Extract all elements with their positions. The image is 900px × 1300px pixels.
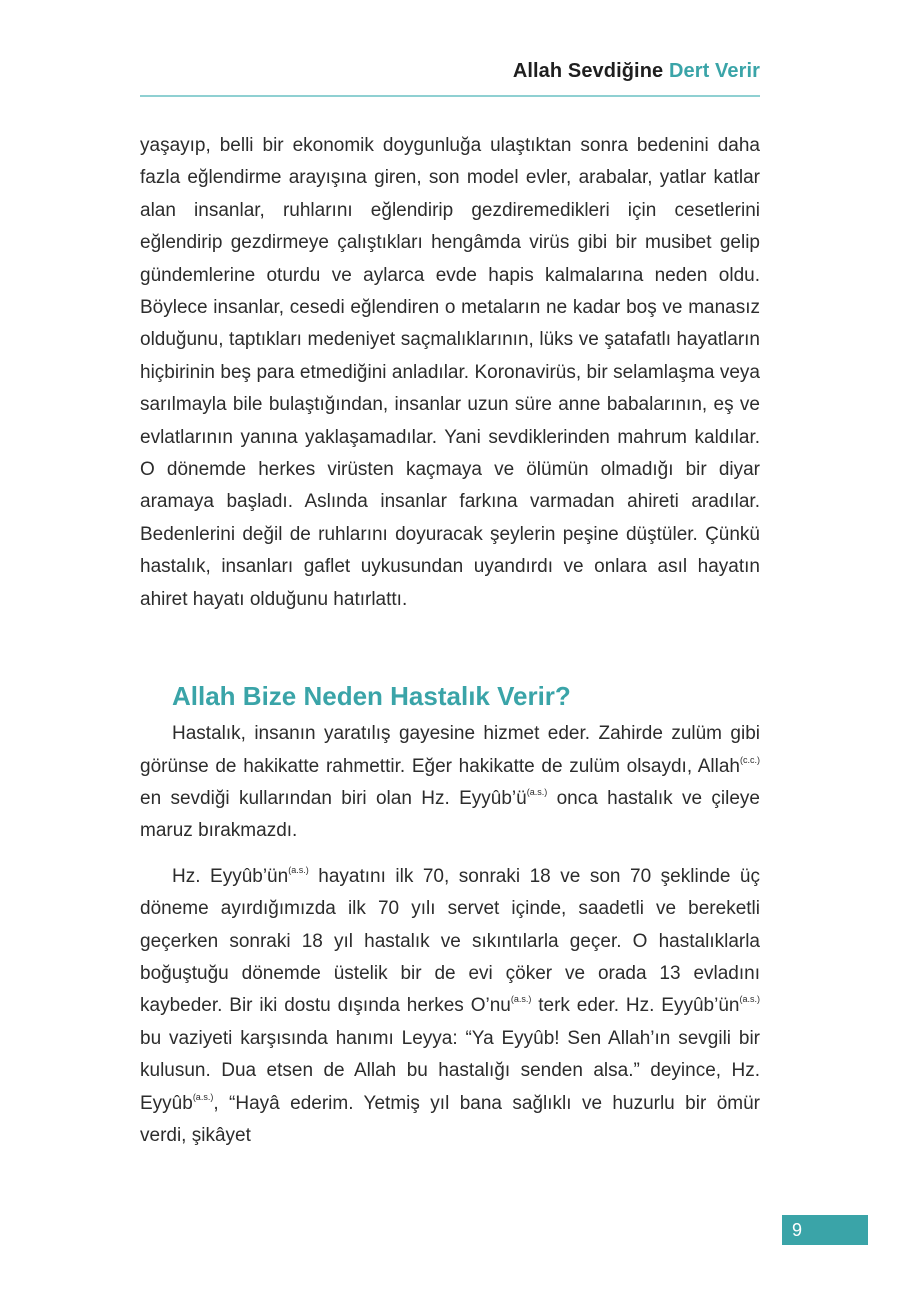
paragraph-text: Hz. Eyyûb’ün [172,865,289,887]
honorific-superscript: (a.s.) [526,786,548,797]
paragraph-text: en sevdiği kullarından biri olan Hz. Eyyûb’ü [140,787,527,809]
honorific-superscript: (a.s.) [288,864,309,875]
paragraph-text: onca hastalık ve çileye maruz bırakmazdı. [140,787,760,842]
page-number: 9 [792,1220,803,1240]
honorific-superscript: (a.s.) [510,994,532,1005]
page-body [140,130,760,1152]
paragraph-text: terk eder. Hz. Eyyûb’ün [531,995,740,1017]
paragraph-text: Hastalık, insanın yaratılış gayesine hizmet eder. Zahirde zulüm gibi görünse de hakikatte rahmettir. Eğer hakikatte de zulüm olsaydı, Allah [140,723,760,777]
page-number-tab [782,1215,868,1245]
header-divider [140,95,760,97]
body-paragraph-2 [140,718,760,848]
paragraph-text: , “Hayâ ederim. Yetmiş yıl bana sağlıklı ve huzurlu bir ömür verdi, şikâyet [140,1092,760,1146]
body-paragraph-3 [140,861,760,1153]
paragraph-text: bu vaziyeti karşısında hanımı Leyya: “Ya Eyyûb! Sen Allah’ın sevgili bir kulusun. Dua etsen de Allah bu hastalığı senden alsa.” deyince, Hz. Eyyûb [140,1027,760,1114]
honorific-superscript: (a.s.) [192,1091,214,1102]
section-heading: Allah Bize Neden Hastalık Verir? [172,681,571,712]
running-header [140,60,760,83]
header-title-accent: Dert Verir [668,60,760,82]
header-title-main: Allah Sevdiğine [512,60,664,82]
paragraph-text: hayatını ilk 70, sonraki 18 ve son 70 şeklinde üç döneme ayırdığımızda ilk 70 yılı servet içinde, saadetli ve bereketli geçerken sonraki 18 yıl hastalık ve sıkıntılarla geçer. O hastalıklarla boğuştuğu dönemde üstelik bir de evi çöker ve orada 13 evladını kaybeder. Bir iki dostu dışında herkes O’nu [140,865,760,1017]
honorific-superscript: (a.s.) [739,994,760,1005]
honorific-superscript: (c.c.) [740,754,760,765]
body-paragraph-1: yaşayıp, belli bir ekonomik doygunluğa ulaştıktan sonra bedenini daha fazla eğlendirme arayışına giren, son model evler, arabalar, yatlar katlar alan insanlar, ruhlarını eğlendirip gezdiremedikleri için cesetlerini eğlendirip gezdirmeye çalıştıkları hengâmda virüs gibi bir musibet gelip gündemlerine oturdu ve aylarca evde hapis kalmalarına neden oldu. Böylece insanlar, cesedi eğlendiren o metaların ne kadar boş ve manasız olduğunu, taptıkları medeniyet saçmalıklarının, lüks ve şatafatlı hayatların hiçbirinin beş para etmediğini anladılar. Koronavirüs, bir selamlaşma veya sarılmayla bile bulaştığından, insanlar uzun süre anne babalarının, eş ve evlatlarının yanına yaklaşamadılar. Yani sevdiklerinden mahrum kaldılar. O dönemde herkes virüsten kaçmaya ve ölümün olmadığı bir diyar aramaya başladı. Aslında insanlar farkına varmadan ahireti aradılar. Bedenlerini değil de ruhlarını doyuracak şeylerin peşine düştüler. Çünkü hastalık, insanları gaflet uykusundan uyandırdı ve onlara asıl hayatın ahiret hayatı olduğunu hatırlattı. [140,135,760,610]
